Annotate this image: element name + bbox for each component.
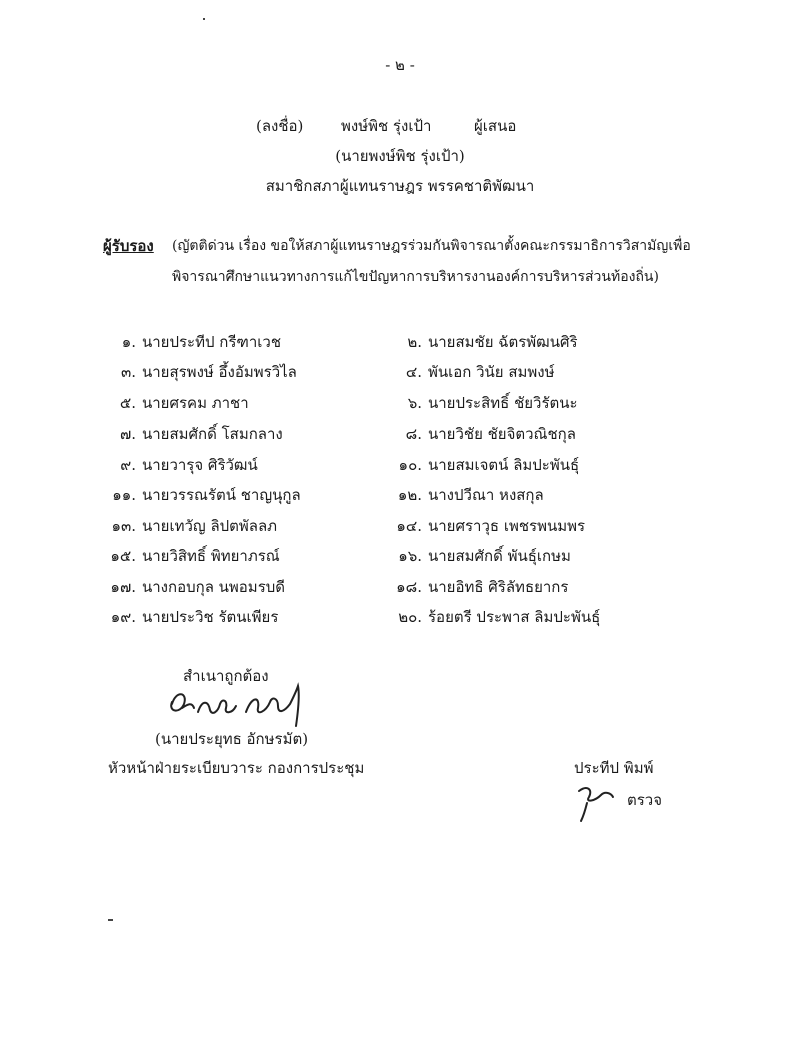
list-item bbox=[96, 422, 283, 446]
item-name: นายสมชัย ฉัตรพัฒนศิริ bbox=[428, 333, 578, 351]
item-number: ๖. bbox=[407, 394, 422, 412]
item-name: นายวารุจ ศิริวัฒน์ bbox=[142, 456, 258, 474]
item-name: นายวิสิทธิ์ พิทยาภรณ์ bbox=[142, 547, 280, 565]
list-item bbox=[380, 514, 585, 538]
item-number: ๗. bbox=[119, 425, 136, 443]
item-name: นายวิชัย ชัยจิตวณิชกุล bbox=[428, 425, 576, 443]
item-name: นายศราวุธ เพชรพนมพร bbox=[428, 517, 586, 535]
item-name: ร้อยตรี ประพาส ลิมปะพันธุ์ bbox=[428, 608, 601, 626]
item-name: นายวรรณรัตน์ ชาญนุกูล bbox=[142, 486, 301, 504]
item-name: พันเอก วินัย สมพงษ์ bbox=[428, 363, 555, 381]
endorsement-line-1: (ญัตติด่วน เรื่อง ขอให้สภาผู้แทนราษฎรร่วมกันพิจารณาตั้งคณะกรรมาธิการวิสามัญเพื่อ bbox=[172, 238, 691, 254]
signer-name: พงษ์พิช รุ่งเป้า bbox=[341, 117, 432, 135]
item-name: นายสุรพงษ์ อึ้งอัมพรวิไล bbox=[142, 363, 297, 381]
list-item bbox=[96, 391, 249, 415]
list-item bbox=[96, 514, 277, 538]
list-item bbox=[96, 453, 258, 477]
list-item bbox=[380, 605, 600, 629]
item-name: นางกอบกุล นพอมรบดี bbox=[142, 578, 286, 596]
list-item bbox=[96, 330, 281, 354]
item-name: นายเทวัญ ลิปตพัลลภ bbox=[142, 517, 278, 535]
item-name: นายศรคม ภาชา bbox=[142, 394, 249, 412]
item-name: นายประวิช รัตนเพียร bbox=[142, 608, 279, 626]
item-name: นางปวีณา หงสกุล bbox=[428, 486, 544, 504]
item-number: ๑๖. bbox=[398, 547, 422, 565]
list-item bbox=[96, 483, 301, 507]
endorsement-line-2: พิจารณาศึกษาแนวทางการแก้ไขปัญหาการบริหารงานองค์การบริหารส่วนท้องถิ่น) bbox=[172, 269, 659, 285]
list-item bbox=[380, 360, 555, 384]
list-item bbox=[96, 544, 280, 568]
signer-position: สมาชิกสภาผู้แทนราษฎร พรรคชาติพัฒนา bbox=[265, 177, 535, 195]
signer-role: ผู้เสนอ bbox=[474, 117, 517, 135]
item-number: ๑๙. bbox=[110, 608, 136, 626]
scan-speck bbox=[203, 18, 205, 20]
list-item bbox=[96, 605, 278, 629]
typist-note: ประทีป พิมพ์ bbox=[574, 759, 654, 777]
list-item bbox=[380, 330, 578, 354]
item-number: ๑๑. bbox=[112, 486, 136, 504]
handwritten-signature bbox=[162, 682, 312, 730]
item-number: ๑๐. bbox=[398, 456, 422, 474]
item-name: นายสมศักดิ์ โสมกลาง bbox=[142, 425, 283, 443]
page-number: - ๒ - bbox=[385, 56, 415, 74]
certification-label: สำเนาถูกต้อง bbox=[183, 667, 269, 685]
item-number: ๕. bbox=[119, 394, 136, 412]
item-name: นายสมเจตน์ ลิมปะพันธุ์ bbox=[428, 456, 580, 474]
item-number: ๑๗. bbox=[110, 578, 136, 596]
item-number: ๑๓. bbox=[111, 517, 136, 535]
list-item bbox=[380, 453, 579, 477]
item-number: ๑. bbox=[121, 333, 136, 351]
item-number: ๑๕. bbox=[110, 547, 136, 565]
list-item bbox=[96, 360, 297, 384]
endorsement-heading: ผู้รับรอง bbox=[103, 237, 154, 255]
list-item bbox=[380, 544, 571, 568]
item-name: นายประสิทธิ์ ชัยวิรัตนะ bbox=[428, 394, 578, 412]
item-number: ๒๐. bbox=[398, 608, 422, 626]
checker-initials bbox=[573, 781, 617, 823]
item-name: นายอิทธิ ศิริลัทธยากร bbox=[428, 578, 569, 596]
signer-name-parenthesized: (นายพงษ์พิช รุ่งเป้า) bbox=[335, 147, 465, 165]
item-name: นายประทีป กรีฑาเวช bbox=[142, 333, 282, 351]
checker-note: ตรวจ bbox=[627, 791, 663, 809]
list-item bbox=[380, 422, 576, 446]
signature-prefix: (ลงชื่อ) bbox=[256, 117, 304, 135]
item-number: ๓. bbox=[120, 363, 136, 381]
item-number: ๘. bbox=[405, 425, 422, 443]
certifier-position: หัวหน้าฝ่ายระเบียบวาระ กองการประชุม bbox=[108, 759, 365, 777]
item-number: ๔. bbox=[405, 363, 422, 381]
item-name: นายสมศักดิ์ พันธุ์เกษม bbox=[428, 547, 571, 565]
item-number: ๑๔. bbox=[396, 517, 422, 535]
item-number: ๙. bbox=[120, 456, 136, 474]
item-number: ๑๘. bbox=[396, 578, 422, 596]
list-item bbox=[380, 391, 578, 415]
list-item bbox=[96, 575, 285, 599]
certifier-name: (นายประยุทธ อักษรมัต) bbox=[155, 730, 309, 748]
list-item bbox=[380, 483, 544, 507]
item-number: ๑๒. bbox=[397, 486, 422, 504]
scan-speck bbox=[108, 919, 113, 921]
list-item bbox=[380, 575, 568, 599]
item-number: ๒. bbox=[407, 333, 422, 351]
